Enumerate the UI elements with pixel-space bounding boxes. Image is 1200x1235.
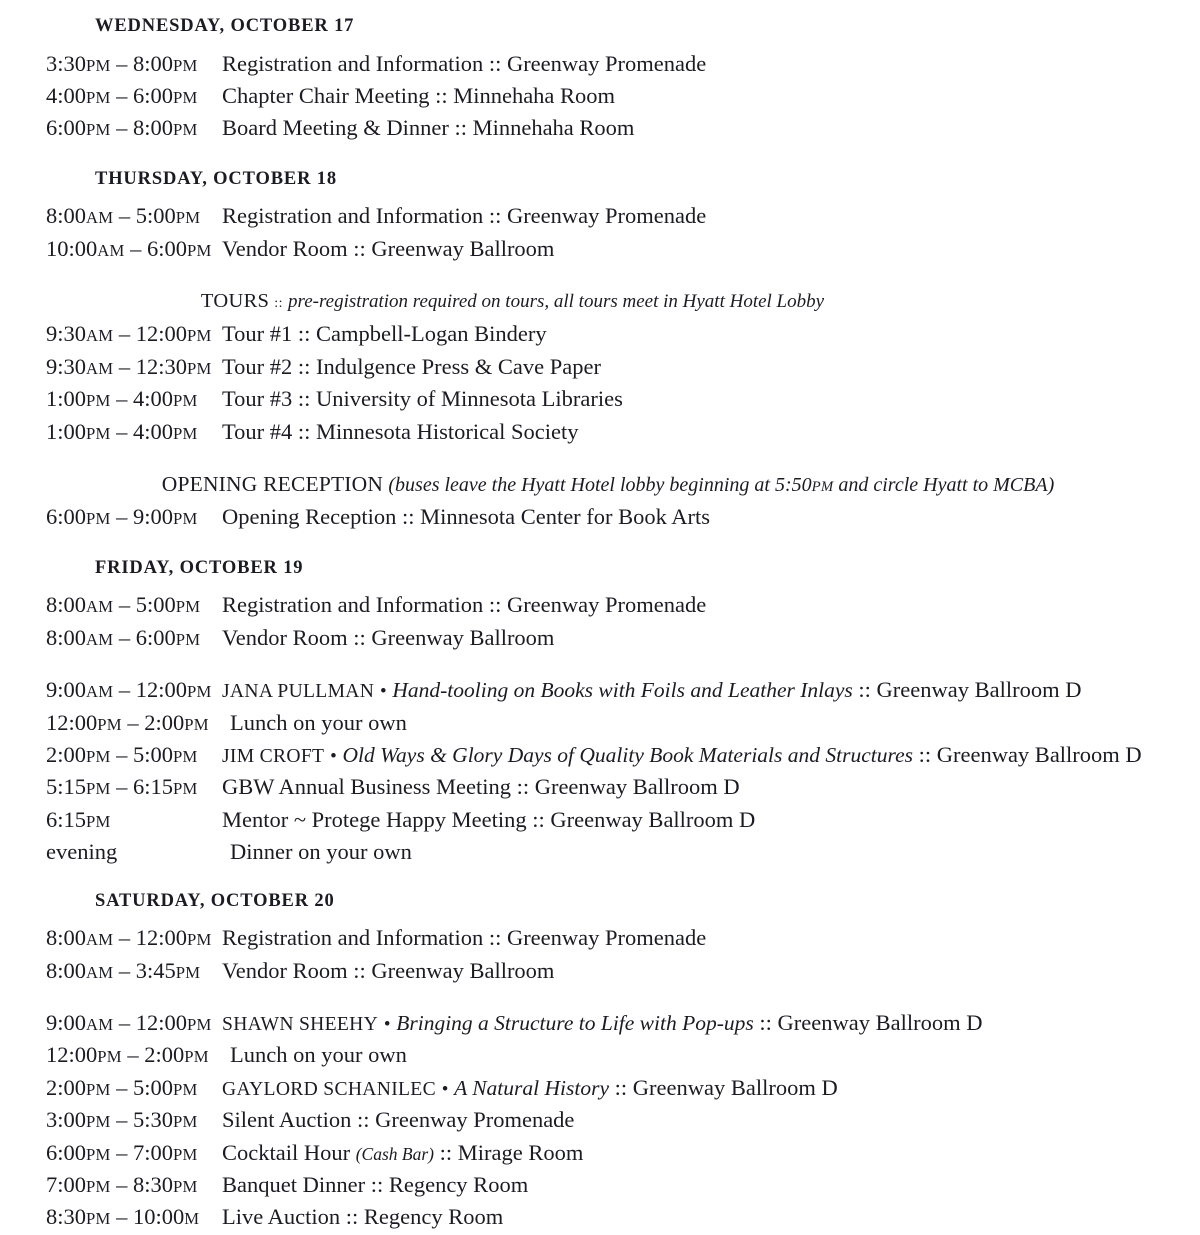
meridiem: AM [86, 682, 114, 702]
schedule-row [0, 1073, 1200, 1105]
row-description: Silent Auction :: Greenway Promenade [222, 1107, 575, 1133]
row-time: 2:00PM – 5:00PM [46, 1074, 198, 1100]
schedule-row [0, 740, 1200, 772]
meridiem: PM [184, 714, 209, 734]
section-spacer [0, 266, 1200, 286]
row-description: Mentor ~ Protege Happy Meeting :: Greenway Ballroom D [222, 806, 756, 832]
schedule-row [0, 772, 1200, 804]
row-time: 8:00AM – 5:00PM [46, 592, 201, 618]
bullet-separator: • [436, 1078, 454, 1100]
day-block [0, 535, 1200, 868]
schedule-row [0, 1138, 1200, 1170]
meridiem: AM [86, 930, 114, 950]
section-spacer [0, 988, 1200, 1008]
meridiem: PM [86, 87, 111, 107]
schedule-row [0, 113, 1200, 145]
row-time: 9:30AM – 12:00PM [46, 321, 212, 347]
row-description: Tour #1 :: Campbell-Logan Bindery [222, 321, 547, 347]
row-detail [222, 1170, 1200, 1200]
row-description: Registration and Information :: Greenway Promenade [222, 925, 707, 951]
schedule-row [0, 1170, 1200, 1202]
meridiem: PM [86, 1112, 111, 1132]
row-session-title: Hand-tooling on Books with Foils and Leather Inlays [392, 678, 853, 703]
meridiem: PM [86, 423, 111, 443]
row-time: 1:00PM – 4:00PM [46, 418, 198, 444]
schedule-row [0, 319, 1200, 351]
meridiem: PM [97, 714, 122, 734]
row-detail [222, 1040, 1200, 1070]
meridiem: AM [86, 962, 114, 982]
row-venue: :: Greenway Ballroom D [912, 742, 1142, 767]
meridiem: PM [187, 682, 212, 702]
meridiem: PM [187, 326, 212, 346]
bullet-separator: • [375, 681, 392, 703]
meridiem: PM [86, 1209, 111, 1229]
tours-note-text: pre-registration required on tours, all tours meet in Hyatt Hotel Lobby [288, 291, 825, 313]
day-block [0, 0, 1200, 146]
meridiem: PM [172, 509, 198, 529]
row-description: Opening Reception :: Minnesota Center for Book Arts [222, 504, 711, 530]
row-description-tail: :: Mirage Room [434, 1139, 584, 1165]
reception-note-text: (buses leave the Hyatt Hotel lobby beginning at 5:50PM and circle Hyatt to MCBA) [388, 474, 1055, 497]
row-time: 8:00AM – 3:45PM [46, 957, 201, 983]
bullet-separator: • [325, 746, 342, 767]
row-time: 10:00AM – 6:00PM [46, 235, 212, 261]
row-presenter: SHAWN SHEEHY [222, 1013, 379, 1035]
day-block [0, 146, 1200, 535]
row-description: Chapter Chair Meeting :: Minnehaha Room [222, 82, 616, 108]
row-description: Cocktail Hour [222, 1139, 356, 1165]
row-description: Tour #4 :: Minnesota Historical Society [222, 418, 579, 444]
tours-note-label: TOURS [200, 290, 270, 313]
meridiem: PM [86, 1079, 111, 1099]
bullet-separator: • [379, 1013, 396, 1035]
schedule-row [0, 49, 1200, 81]
row-time [0, 837, 222, 867]
row-detail [222, 805, 1200, 835]
row-description: Lunch on your own [230, 1042, 407, 1068]
meridiem: AM [86, 208, 114, 228]
schedule-row [0, 1008, 1200, 1040]
row-note: (Cash Bar) [355, 1143, 434, 1164]
row-description: Dinner on your own [230, 839, 412, 865]
schedule-row [0, 81, 1200, 113]
meridiem: PM [187, 1014, 212, 1034]
meridiem: PM [86, 55, 111, 75]
schedule-row [0, 234, 1200, 266]
row-time: 1:00PM – 4:00PM [46, 386, 198, 412]
meridiem: PM [86, 509, 111, 529]
row-time: 3:30PM – 8:00PM [46, 50, 198, 76]
schedule-row [0, 352, 1200, 384]
schedule-row [0, 1105, 1200, 1137]
row-detail [222, 81, 1200, 111]
row-time: 6:00PM – 8:00PM [46, 115, 198, 141]
meridiem: PM [86, 811, 111, 831]
row-venue: :: Greenway Ballroom D [753, 1009, 983, 1035]
schedule-row [0, 837, 1200, 867]
meridiem: PM [187, 930, 212, 950]
meridiem: PM [172, 87, 198, 107]
meridiem: AM [97, 240, 125, 260]
meridiem: AM [86, 629, 114, 649]
meridiem: PM [172, 55, 198, 75]
row-time: 2:00PM – 5:00PM [46, 742, 198, 767]
row-description: GBW Annual Business Meeting :: Greenway Ballroom D [222, 774, 740, 800]
row-presenter: JANA PULLMAN [222, 681, 375, 703]
row-description: Registration and Information :: Greenway Promenade [222, 50, 707, 76]
row-detail [222, 772, 1200, 802]
row-detail [222, 1073, 1200, 1105]
row-detail [222, 319, 1200, 349]
schedule-row [0, 201, 1200, 233]
reception-note [0, 469, 1200, 502]
row-time: 9:00AM – 12:00PM [46, 677, 212, 703]
meridiem: PM [172, 1176, 198, 1196]
row-description: Vendor Room :: Greenway Ballroom [222, 624, 555, 650]
row-detail [222, 675, 1200, 707]
row-session-title: A Natural History [454, 1075, 609, 1100]
row-venue: :: Greenway Ballroom D [609, 1074, 838, 1100]
row-detail [222, 502, 1200, 532]
row-detail [222, 837, 1200, 867]
schedule-row [0, 675, 1200, 707]
schedule-row [0, 502, 1200, 534]
meridiem: PM [172, 1144, 198, 1164]
row-time: 8:00AM – 5:00PM [46, 203, 201, 229]
meridiem: PM [811, 479, 834, 496]
schedule-row [0, 1040, 1200, 1072]
schedule-row [0, 708, 1200, 740]
row-detail [222, 1105, 1200, 1135]
section-spacer [0, 449, 1200, 469]
row-detail [222, 623, 1200, 653]
meridiem: PM [172, 747, 198, 766]
row-detail [222, 1202, 1200, 1232]
meridiem: PM [86, 1144, 111, 1164]
row-time: 12:00PM – 2:00PM [46, 1042, 209, 1068]
meridiem: PM [86, 779, 111, 799]
row-detail [222, 352, 1200, 382]
meridiem: PM [187, 358, 212, 378]
row-detail [222, 956, 1200, 986]
row-detail [222, 740, 1200, 772]
meridiem: PM [86, 391, 111, 411]
schedule-row [0, 623, 1200, 655]
row-description: Tour #3 :: University of Minnesota Libraries [222, 386, 623, 412]
row-presenter: JIM CROFT [222, 746, 325, 767]
row-time: 8:00AM – 6:00PM [46, 624, 201, 650]
row-time: 6:00PM – 7:00PM [46, 1139, 198, 1165]
row-time: 3:00PM – 5:30PM [46, 1107, 198, 1133]
row-time: 7:00PM – 8:30PM [46, 1171, 198, 1197]
row-detail [222, 234, 1200, 264]
row-description: Vendor Room :: Greenway Ballroom [222, 235, 555, 261]
reception-note-label: OPENING RECEPTION [161, 472, 384, 497]
tours-note-separator: :: [274, 296, 284, 312]
day-heading: THURSDAY, OCTOBER 18 [95, 168, 337, 189]
schedule-row [0, 923, 1200, 955]
row-time: 6:00PM – 9:00PM [46, 504, 198, 530]
row-time-text: evening [46, 839, 118, 865]
schedule-row [0, 590, 1200, 622]
row-detail [222, 384, 1200, 414]
row-presenter: GAYLORD SCHANILEC [222, 1078, 436, 1100]
tours-note [0, 286, 1200, 319]
meridiem: PM [97, 1047, 122, 1067]
row-detail [222, 1138, 1200, 1169]
day-heading: WEDNESDAY, OCTOBER 17 [95, 16, 355, 36]
row-detail [222, 923, 1200, 953]
row-description: Tour #2 :: Indulgence Press & Cave Paper [222, 353, 601, 379]
row-time: 9:30AM – 12:30PM [46, 353, 212, 379]
schedule-row [0, 384, 1200, 416]
meridiem: PM [86, 120, 111, 140]
row-description: Banquet Dinner :: Regency Room [222, 1171, 529, 1197]
section-spacer [0, 655, 1200, 675]
row-detail [222, 113, 1200, 143]
meridiem: M [184, 1209, 200, 1229]
row-detail [222, 417, 1200, 447]
row-time: 4:00PM – 6:00PM [46, 82, 198, 108]
meridiem: PM [172, 779, 198, 799]
schedule-row [0, 417, 1200, 449]
row-detail [222, 708, 1200, 738]
row-description: Registration and Information :: Greenway Promenade [222, 203, 707, 229]
row-time: 8:30PM – 10:00M [46, 1204, 200, 1230]
meridiem: PM [86, 747, 111, 766]
row-detail [222, 49, 1200, 79]
meridiem: PM [175, 597, 201, 617]
row-description: Vendor Room :: Greenway Ballroom [222, 957, 555, 983]
meridiem: AM [86, 597, 114, 617]
row-description: Live Auction :: Regency Room [222, 1204, 504, 1230]
meridiem: PM [172, 1112, 198, 1132]
meridiem: AM [86, 358, 114, 378]
meridiem: PM [172, 423, 198, 443]
meridiem: PM [172, 391, 198, 411]
row-description: Board Meeting & Dinner :: Minnehaha Room [222, 115, 635, 141]
row-time: 6:15PM [46, 806, 111, 832]
day-heading: FRIDAY, OCTOBER 19 [95, 557, 304, 578]
meridiem: PM [175, 629, 201, 649]
day-heading: SATURDAY, OCTOBER 20 [95, 890, 335, 911]
meridiem: PM [175, 962, 201, 982]
row-time: 5:15PM – 6:15PM [46, 774, 198, 800]
row-session-title: Old Ways & Glory Days of Quality Book Materials and Structures [342, 743, 913, 767]
row-detail [222, 590, 1200, 620]
row-detail [222, 201, 1200, 231]
row-time: 8:00AM – 12:00PM [46, 925, 212, 951]
meridiem: PM [172, 120, 198, 140]
meridiem: PM [172, 1079, 198, 1099]
row-description: Registration and Information :: Greenway Promenade [222, 592, 707, 618]
day-block [0, 868, 1200, 1235]
row-description: Lunch on your own [230, 709, 407, 735]
meridiem: AM [86, 326, 114, 346]
schedule-row [0, 805, 1200, 837]
row-venue: :: Greenway Ballroom D [852, 677, 1082, 703]
row-detail [222, 1008, 1200, 1040]
meridiem: PM [187, 240, 212, 260]
row-session-title: Bringing a Structure to Life with Pop-ups [396, 1010, 754, 1035]
meridiem: PM [175, 208, 201, 228]
schedule-row [0, 956, 1200, 988]
row-time: 12:00PM – 2:00PM [46, 709, 209, 735]
row-time: 9:00AM – 12:00PM [46, 1009, 212, 1035]
meridiem: PM [184, 1047, 209, 1067]
schedule-row [0, 1202, 1200, 1234]
meridiem: AM [86, 1014, 114, 1034]
meridiem: PM [86, 1176, 111, 1196]
